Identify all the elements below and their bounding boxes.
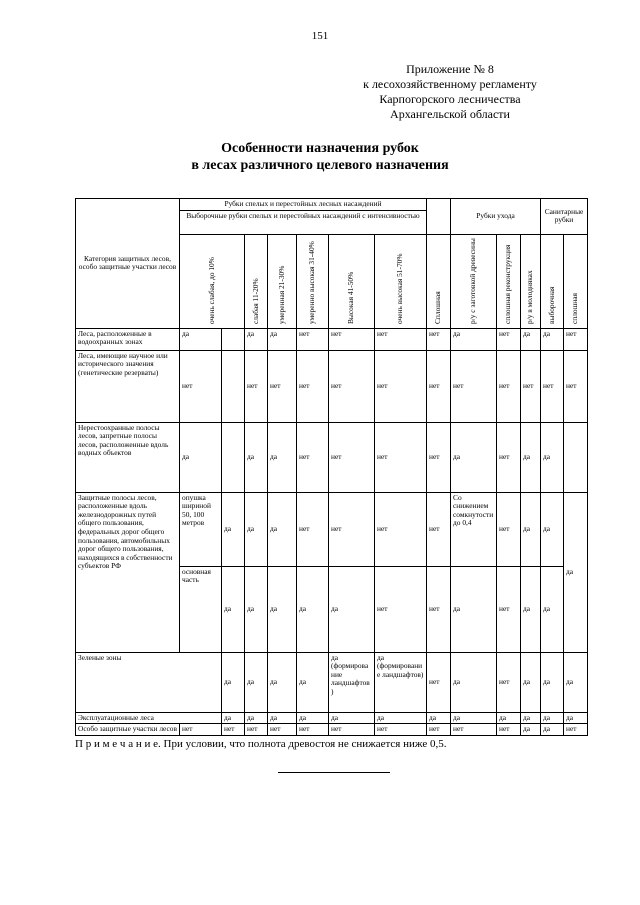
cell: нет xyxy=(297,350,329,422)
cell: да xyxy=(297,652,329,712)
cell: нет xyxy=(564,350,588,422)
cell: да xyxy=(427,712,451,724)
cell: да xyxy=(541,724,564,736)
cell: да xyxy=(245,566,268,652)
note-prefix: П р и м е ч а н и е xyxy=(75,738,158,750)
cell: нет xyxy=(222,724,245,736)
cell: да xyxy=(564,712,588,724)
cell: да xyxy=(268,328,297,350)
cell: да xyxy=(297,566,329,652)
cell: да xyxy=(541,328,564,350)
header-col-11-text: выборочная xyxy=(546,286,556,324)
row-label: Нерестоохранные полосы лесов, запретные полосы лесов, расположенные вдоль водных объектов xyxy=(76,422,180,492)
cell: да xyxy=(521,566,541,652)
divider xyxy=(278,772,390,773)
cell: нет xyxy=(375,566,427,652)
cell: да xyxy=(541,712,564,724)
cell: нет xyxy=(427,724,451,736)
table-row xyxy=(76,350,588,422)
cell: да xyxy=(375,712,427,724)
cell: нет xyxy=(497,492,521,566)
header-category: Категория защитных лесов, особо защитные участки лесов xyxy=(76,199,180,329)
row-label: Защитные полосы лесов, расположенные вдоль железнодорожных путей общего пользования, федеральных дорог общего пользования, автомобильных дорог общего пользования, находящихся в собственности субъектов РФ xyxy=(76,492,180,652)
cell: нет xyxy=(564,724,588,736)
cell: да xyxy=(521,652,541,712)
cell: да xyxy=(222,652,245,712)
cell: да xyxy=(245,712,268,724)
table-row xyxy=(76,652,588,712)
cell: нет xyxy=(329,724,375,736)
cell: да xyxy=(451,422,497,492)
header-col-6-text: очень высокая 51-70% xyxy=(395,253,405,324)
cell: да xyxy=(180,328,222,350)
row-label: Эксплуатационные леса xyxy=(76,712,222,724)
cell: да (формирование ландшафтов) xyxy=(329,652,375,712)
row-label: Леса, имеющие научное или исторического значения (генетические резерваты) xyxy=(76,350,180,422)
cell: да xyxy=(451,712,497,724)
document-title xyxy=(0,140,640,174)
cell: да xyxy=(268,492,297,566)
cell xyxy=(222,328,245,350)
sub-label: основная часть xyxy=(180,566,222,652)
header-col-3-text: умеренная 21-30% xyxy=(276,265,286,324)
table-row xyxy=(76,492,588,566)
cell: нет xyxy=(497,724,521,736)
cell: нет xyxy=(329,422,375,492)
cell xyxy=(222,422,245,492)
header-col-2-text: слабая 11-20% xyxy=(250,277,260,324)
cell: нет xyxy=(375,492,427,566)
header-col-3 xyxy=(268,234,297,328)
cell: да xyxy=(521,712,541,724)
cell: да xyxy=(268,712,297,724)
note-text: . При условии, что полнота древостоя не снижается ниже 0,5. xyxy=(158,738,447,750)
cell: нет xyxy=(521,350,541,422)
cell: Со снижением сомкнутости до 0,4 xyxy=(451,492,497,566)
cell: да xyxy=(521,422,541,492)
header-col-10-text: р/у в молодняках xyxy=(525,269,535,324)
cell: да xyxy=(497,712,521,724)
cell: нет xyxy=(268,724,297,736)
header-group-sanitary: Санитарные рубки xyxy=(541,199,588,235)
cell: да xyxy=(268,422,297,492)
cell: нет xyxy=(497,652,521,712)
cell: нет xyxy=(427,422,451,492)
title-line-2: в лесах различного целевого назначения xyxy=(191,158,449,173)
title-line-1: Особенности назначения рубок xyxy=(221,141,419,156)
cell: нет xyxy=(268,350,297,422)
cell: нет xyxy=(497,328,521,350)
cell: нет xyxy=(427,350,451,422)
table-row xyxy=(76,712,588,724)
header-group-selective: Выборочные рубки спелых и перестойных насаждений с интенсивностью xyxy=(180,210,427,234)
cell: нет xyxy=(297,422,329,492)
cell: да xyxy=(564,652,588,712)
cell: нет xyxy=(245,350,268,422)
cell: нет xyxy=(375,422,427,492)
cell: да xyxy=(541,652,564,712)
header-col-12-text: сплошная xyxy=(570,292,580,324)
cell: нет xyxy=(451,724,497,736)
cell: да xyxy=(222,566,245,652)
header-group-care: Рубки ухода xyxy=(451,199,541,235)
appendix-line-1: Приложение № 8 xyxy=(406,62,494,76)
appendix-heading xyxy=(300,62,600,122)
cell: да xyxy=(245,652,268,712)
cell: нет xyxy=(329,492,375,566)
cell: да xyxy=(268,566,297,652)
cell: нет xyxy=(427,492,451,566)
cell: да xyxy=(451,652,497,712)
table-row xyxy=(76,422,588,492)
cell: нет xyxy=(329,328,375,350)
cell: да xyxy=(521,724,541,736)
cell xyxy=(564,422,588,492)
cell: да xyxy=(268,652,297,712)
cell: да xyxy=(245,328,268,350)
cell xyxy=(222,350,245,422)
header-col-5 xyxy=(329,234,375,328)
row-label: Зеленые зоны xyxy=(76,652,222,712)
table-row xyxy=(76,724,588,736)
cell: нет xyxy=(497,566,521,652)
cell: да xyxy=(180,422,222,492)
cell: нет xyxy=(497,350,521,422)
cell: да (формирование ландшафтов) xyxy=(375,652,427,712)
cell: да xyxy=(222,712,245,724)
cell: да xyxy=(541,566,564,652)
cell: да xyxy=(297,712,329,724)
header-col-1 xyxy=(180,234,245,328)
header-col-9-text: сплошная реконструкция xyxy=(503,244,513,324)
appendix-line-2: к лесохозяйственному регламенту xyxy=(363,77,537,91)
header-col-10 xyxy=(521,234,541,328)
logging-table xyxy=(75,198,588,736)
appendix-line-4: Архангельской области xyxy=(390,107,510,121)
cell: нет xyxy=(297,328,329,350)
cell: нет xyxy=(329,350,375,422)
header-col-12 xyxy=(564,234,588,328)
cell: нет xyxy=(375,328,427,350)
cell: нет xyxy=(427,566,451,652)
cell: да xyxy=(245,422,268,492)
header-col-4-text: умеренно высокая 31-40% xyxy=(307,240,317,324)
header-col-8-text: р/у с заготовкой древесины xyxy=(468,237,478,324)
cell: нет xyxy=(541,350,564,422)
cell: нет xyxy=(297,724,329,736)
cell: да xyxy=(451,566,497,652)
table-row xyxy=(76,328,588,350)
appendix-line-3: Карпогорского лесничества xyxy=(379,92,521,106)
cell: да xyxy=(222,492,245,566)
row-label: Особо защитные участки лесов xyxy=(76,724,180,736)
header-group-mature: Рубки спелых и перестойных лесных насаждений xyxy=(180,199,427,211)
header-col-4 xyxy=(297,234,329,328)
header-col-2 xyxy=(245,234,268,328)
cell: да xyxy=(329,566,375,652)
header-col-9 xyxy=(497,234,521,328)
cell: нет xyxy=(427,328,451,350)
cell: да xyxy=(541,422,564,492)
cell: да xyxy=(245,492,268,566)
header-col-5-text: Высокая 41-50% xyxy=(346,271,356,324)
cell: нет xyxy=(427,652,451,712)
cell: да xyxy=(564,492,588,652)
header-col-7 xyxy=(427,234,451,328)
sub-label: опушка шириной 50, 100 метров xyxy=(180,492,222,566)
header-col-11 xyxy=(541,234,564,328)
cell: да xyxy=(521,328,541,350)
cell: да xyxy=(541,492,564,566)
cell: нет xyxy=(564,328,588,350)
header-col-7-text: Сплошная xyxy=(433,290,443,324)
table-note xyxy=(75,738,446,750)
cell: нет xyxy=(451,350,497,422)
cell: да xyxy=(451,328,497,350)
cell: да xyxy=(329,712,375,724)
cell: нет xyxy=(180,350,222,422)
cell: да xyxy=(521,492,541,566)
header-col-6 xyxy=(375,234,427,328)
cell: нет xyxy=(297,492,329,566)
header-col-8 xyxy=(451,234,497,328)
header-blank xyxy=(427,199,451,235)
cell: нет xyxy=(375,724,427,736)
cell: нет xyxy=(180,724,222,736)
page-number: 151 xyxy=(311,30,329,42)
row-label: Леса, расположенные в водоохранных зонах xyxy=(76,328,180,350)
cell: нет xyxy=(375,350,427,422)
cell: нет xyxy=(245,724,268,736)
header-col-1-text: очень слабая, до 10% xyxy=(206,256,216,324)
cell: нет xyxy=(497,422,521,492)
